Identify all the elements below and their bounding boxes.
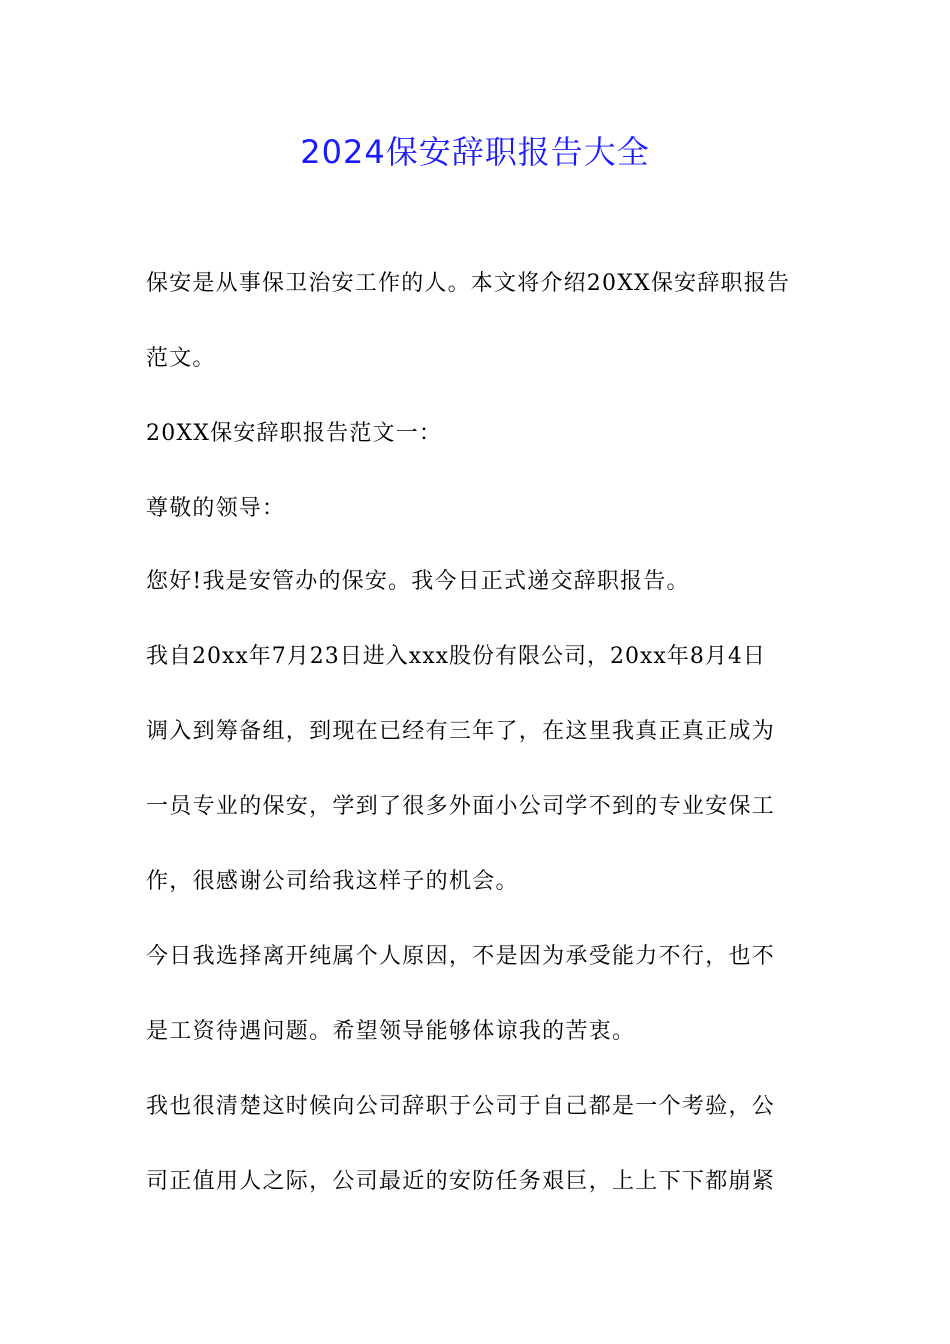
paragraph-line: 范文。 <box>146 346 216 371</box>
paragraph-line: 是工资待遇问题。希望领导能够体谅我的苦衷。 <box>146 1019 636 1044</box>
paragraph-line: 保安是从事保卫治安工作的人。本文将介绍20XX保安辞职报告 <box>146 271 791 296</box>
paragraph-line: 今日我选择离开纯属个人原因，不是因为承受能力不行，也不 <box>146 944 776 969</box>
paragraph-line: 作，很感谢公司给我这样子的机会。 <box>146 869 519 894</box>
salutation: 尊敬的领导： <box>146 496 286 521</box>
paragraph-line: 我自20xx年7月23日进入xxx股份有限公司，20xx年8月4日 <box>146 644 766 669</box>
paragraph-line: 司正值用人之际，公司最近的安防任务艰巨，上上下下都崩紧 <box>146 1169 776 1194</box>
document-title: 2024保安辞职报告大全 <box>300 133 650 171</box>
paragraph-line: 一员专业的保安，学到了很多外面小公司学不到的专业安保工 <box>146 794 776 819</box>
paragraph-line: 我也很清楚这时候向公司辞职于公司于自己都是一个考验，公 <box>146 1094 776 1119</box>
paragraph-line: 您好!我是安管办的保安。我今日正式递交辞职报告。 <box>146 569 690 594</box>
section-heading: 20XX保安辞职报告范文一： <box>146 421 443 446</box>
paragraph-line: 调入到筹备组，到现在已经有三年了，在这里我真正真正成为 <box>146 719 776 744</box>
